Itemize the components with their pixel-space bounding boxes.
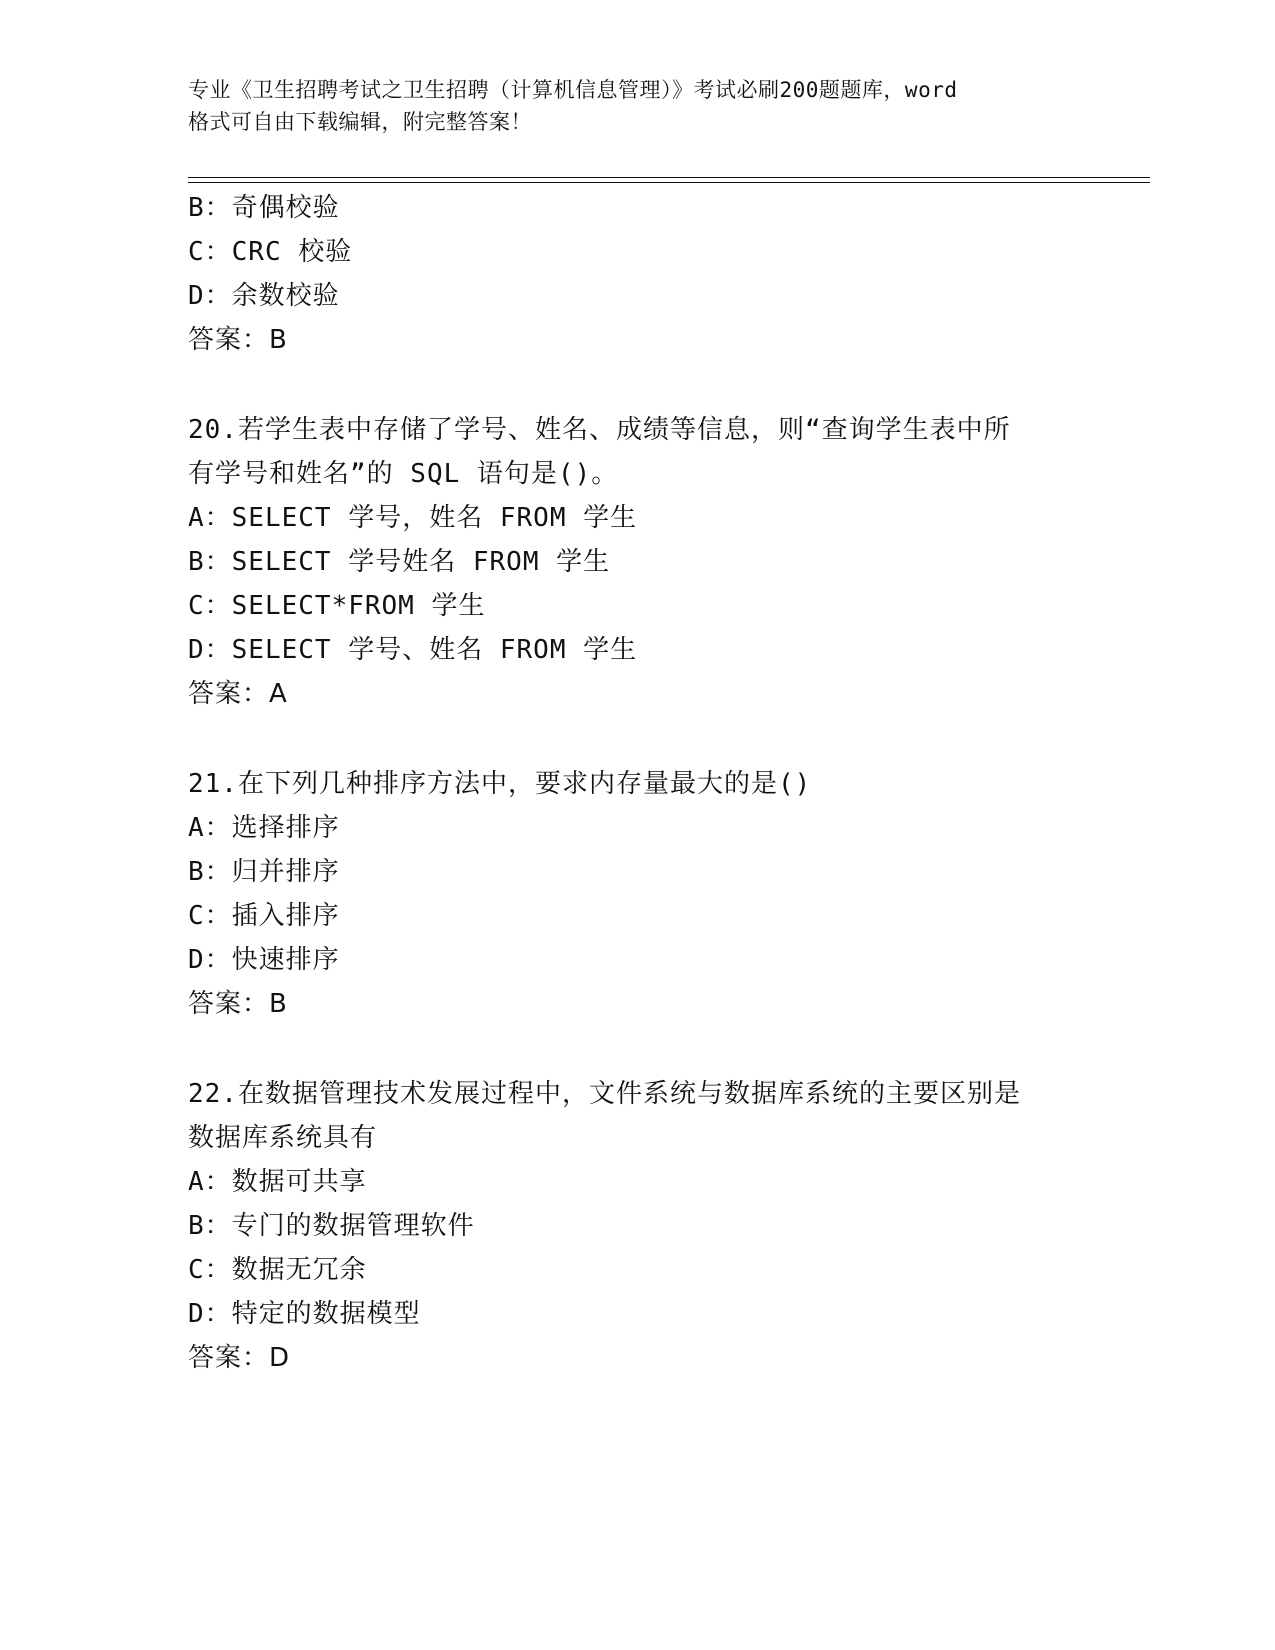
q21-answer: 答案：B [188, 989, 288, 1019]
document-header [188, 74, 1088, 138]
q19-option-d: D：余数校验 [188, 281, 340, 311]
q22-answer: 答案：D [188, 1343, 291, 1373]
q22-option-c: C：数据无冗余 [188, 1255, 367, 1285]
q22-stem-line-2: 数据库系统具有 [188, 1123, 378, 1153]
q21-stem-line-1: 21.在下列几种排序方法中，要求内存量最大的是() [188, 769, 812, 799]
header-line-2: 格式可自由下载编辑，附完整答案！ [188, 110, 532, 134]
q19-answer: 答案：B [188, 325, 288, 355]
q20-option-c: C：SELECT*FROM 学生 [188, 591, 486, 621]
q20-option-a: A：SELECT 学号，姓名 FROM 学生 [188, 503, 638, 533]
q22-option-d: D：特定的数据模型 [188, 1299, 421, 1329]
q22-option-a: A：数据可共享 [188, 1167, 367, 1197]
header-line-1: 专业《卫生招聘考试之卫生招聘（计算机信息管理）》考试必刷200题题库，word [188, 78, 958, 102]
q19-option-c: C：CRC 校验 [188, 237, 353, 267]
q21-option-b: B：归并排序 [188, 857, 340, 887]
header-rule-bottom [188, 182, 1150, 183]
q21-option-c: C：插入排序 [188, 901, 340, 931]
q20-stem-line-1: 20.若学生表中存储了学号、姓名、成绩等信息，则“查询学生表中所 [188, 415, 1011, 445]
q22-option-b: B：专门的数据管理软件 [188, 1211, 475, 1241]
q19-option-b: B：奇偶校验 [188, 193, 340, 223]
q21-option-d: D：快速排序 [188, 945, 340, 975]
header-rule-top [188, 177, 1150, 178]
q20-answer: 答案：A [188, 679, 288, 709]
q20-stem-line-2: 有学号和姓名”的 SQL 语句是()。 [188, 459, 619, 489]
q22-stem-line-1: 22.在数据管理技术发展过程中，文件系统与数据库系统的主要区别是 [188, 1079, 1021, 1109]
q20-option-b: B：SELECT 学号姓名 FROM 学生 [188, 547, 611, 577]
q21-option-a: A：选择排序 [188, 813, 340, 843]
q20-option-d: D：SELECT 学号、姓名 FROM 学生 [188, 635, 638, 665]
